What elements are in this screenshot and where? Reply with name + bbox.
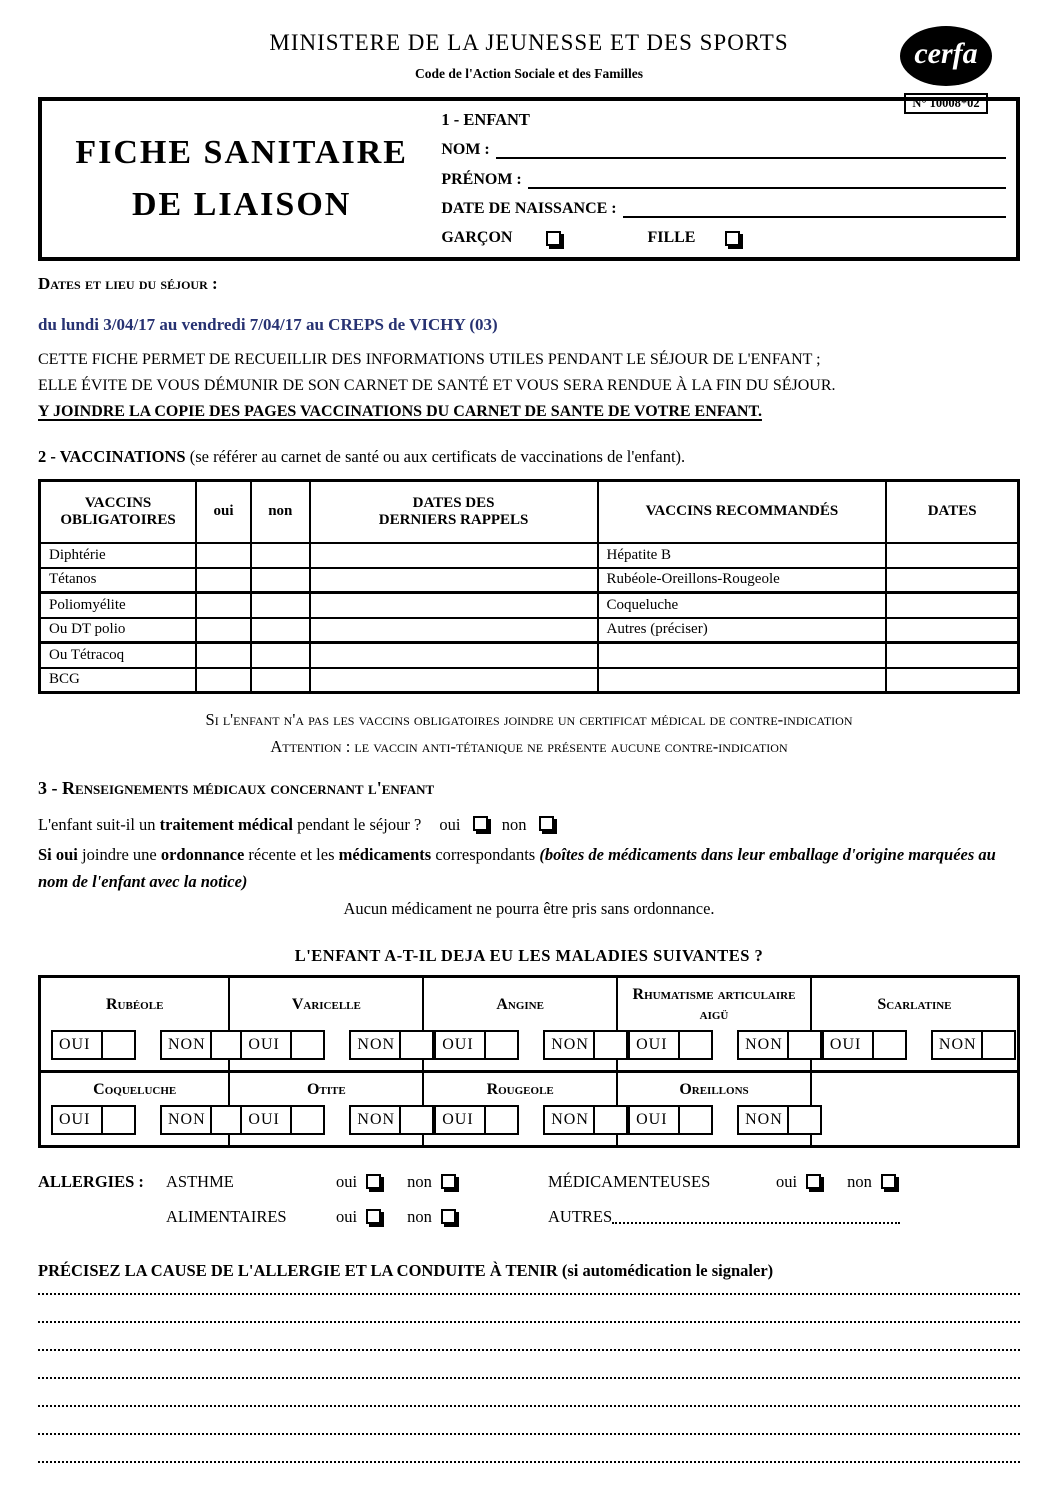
oui-cell[interactable]: [196, 643, 251, 668]
footnote-certificat: Si l'enfant n'a pas les vaccins obligatoires joindre un certificat médical de contre-indication: [205, 710, 853, 729]
form-main-title: [42, 101, 441, 257]
ministry-title: MINISTERE DE LA JEUNESSE ET DES SPORTS: [269, 30, 789, 55]
prenom-input-line[interactable]: [528, 173, 1006, 189]
non-field: NON: [737, 1030, 822, 1060]
prenom-label: PRÉNOM :: [441, 170, 522, 188]
rappel-date-cell[interactable]: [310, 543, 598, 568]
birthdate-label: DATE DE NAISSANCE :: [441, 199, 617, 217]
sejour-section-label: Dates et lieu du séjour :: [38, 274, 218, 293]
form-title-line2: DE LIAISON: [131, 186, 352, 223]
allergies-label: ALLERGIES :: [38, 1171, 144, 1191]
non-checkbox-cell[interactable]: [789, 1032, 820, 1058]
vaccin-name: Poliomyélite: [40, 593, 197, 618]
treatment-non-checkbox[interactable]: [539, 816, 554, 831]
maladie-cell-angine: [423, 977, 617, 1072]
date-cell[interactable]: [886, 618, 1018, 643]
treatment-oui-label: oui: [439, 815, 461, 834]
oui-field: OUI: [51, 1030, 136, 1060]
maladie-label: Oreillons: [679, 1081, 749, 1098]
form-title-line1: FICHE SANITAIRE: [75, 134, 408, 171]
no-medication-line: Aucun médicament ne pourra être pris sans ordonnance.: [343, 899, 715, 918]
vaccin-name: Ou Tétracoq: [40, 643, 197, 668]
section1-title: 1 - ENFANT: [441, 110, 530, 129]
non-cell[interactable]: [251, 593, 310, 618]
non-field: NON: [160, 1030, 245, 1060]
allergy-row-1: [38, 1164, 1020, 1199]
vaccin-name: Tétanos: [40, 568, 197, 593]
non-checkbox-cell[interactable]: [983, 1032, 1014, 1058]
maladies-row-1: [40, 977, 1019, 1072]
footnote-attention: Attention : le vaccin anti-tétanique ne présente aucune contre-indication: [270, 737, 788, 756]
vaccination-footnotes: [38, 706, 1020, 760]
non-checkbox-cell[interactable]: [401, 1107, 432, 1133]
non-field: NON: [349, 1030, 434, 1060]
non-checkbox-cell[interactable]: [789, 1107, 820, 1133]
medical-section-title: 3 - Renseignements médicaux concernant l'enfant: [38, 778, 435, 798]
asthme-non-checkbox[interactable]: [441, 1174, 456, 1189]
birthdate-input-line[interactable]: [623, 202, 1006, 218]
oui-cell[interactable]: [196, 543, 251, 568]
form-number-badge: N° 10008*02: [904, 93, 987, 114]
asthme-oui-checkbox[interactable]: [366, 1174, 381, 1189]
col-header-non: non: [251, 481, 310, 543]
vaccin-name: BCG: [40, 668, 197, 693]
maladie-cell-rougeole: [423, 1072, 617, 1147]
maladie-cell-coqueluche: [40, 1072, 230, 1147]
allergy-cause-line[interactable]: [38, 1281, 1020, 1295]
allergy-cause-line[interactable]: [38, 1323, 1020, 1351]
col-header-recommandes: VACCINS RECOMMANDÉS: [598, 481, 887, 543]
vaccin-recommande: Autres (préciser): [598, 618, 887, 643]
ordonnance-note: Si oui joindre une ordonnance récente et les médicaments correspondants (boîtes de médicaments dans leur emballage d'origine marquées au nom de l'enfant avec la notice) Aucun médicament ne pourra être pris sans ordonnance.: [38, 841, 1020, 922]
vaccinations-header-row: [40, 481, 1019, 543]
col-header-vaccins-obligatoires: VACCINS OBLIGATOIRES: [40, 481, 197, 543]
allergy-cause-line[interactable]: [38, 1295, 1020, 1323]
oui-checkbox-cell[interactable]: [680, 1107, 711, 1133]
oui-cell[interactable]: [196, 568, 251, 593]
oui-cell[interactable]: [196, 593, 251, 618]
allergy-row-2: [38, 1199, 1020, 1234]
maladie-cell-rhumatisme: [617, 977, 811, 1072]
asthme-oui-label: oui: [336, 1171, 358, 1191]
maladie-label: Scarlatine: [877, 996, 952, 1013]
oui-checkbox-cell[interactable]: [680, 1032, 711, 1058]
vaccin-name: Ou DT polio: [40, 618, 197, 643]
col-header-rappels: DATES DES DERNIERS RAPPELS: [310, 481, 598, 543]
cerfa-block: [896, 26, 996, 114]
vaccinations-table: [38, 479, 1020, 694]
sejour-dates-value: du lundi 3/04/17 au vendredi 7/04/17 au CREPS de VICHY (03): [38, 315, 498, 334]
asthme-label: ASTHME: [166, 1171, 234, 1191]
ministry-subtitle: Code de l'Action Sociale et des Familles: [415, 66, 643, 81]
maladie-label: Otite: [306, 1081, 346, 1098]
oui-checkbox-cell[interactable]: [292, 1032, 323, 1058]
rappel-date-cell[interactable]: [310, 568, 598, 593]
table-row: [40, 568, 1019, 593]
vaccin-recommande: [598, 643, 887, 668]
oui-field: OUI: [628, 1030, 713, 1060]
maladie-cell-otite: [229, 1072, 423, 1147]
medicamenteuses-oui-checkbox[interactable]: [806, 1174, 821, 1189]
child-fields: [441, 101, 1016, 257]
autres-input-line[interactable]: [612, 1210, 900, 1224]
alimentaires-oui-checkbox[interactable]: [366, 1209, 381, 1224]
rappel-date-cell[interactable]: [310, 668, 598, 693]
non-field: NON: [931, 1030, 1016, 1060]
vaccin-recommande: Coqueluche: [598, 593, 887, 618]
sejour-info-line1: CETTE FICHE PERMET DE RECUEILLIR DES INFORMATIONS UTILES PENDANT LE SÉJOUR DE L'ENFANT ;: [38, 351, 821, 368]
non-checkbox-cell[interactable]: [212, 1107, 243, 1133]
child-identity-box: [38, 97, 1020, 261]
date-cell[interactable]: [886, 593, 1018, 618]
date-cell[interactable]: [886, 668, 1018, 693]
oui-field: OUI: [240, 1030, 325, 1060]
non-cell[interactable]: [251, 618, 310, 643]
allergy-cause-line[interactable]: [38, 1351, 1020, 1379]
maladie-cell-varicelle: [229, 977, 423, 1072]
oui-checkbox-cell[interactable]: [486, 1107, 517, 1133]
treatment-question: L'enfant suit-il un traitement médical pendant le séjour ? oui non: [38, 815, 1020, 835]
maladie-cell-empty: [811, 1072, 1019, 1147]
vaccinations-section-title: [38, 447, 1020, 467]
alimentaires-non-label: non: [407, 1206, 432, 1226]
vaccin-recommande: Hépatite B: [598, 543, 887, 568]
sejour-info-line2: ELLE ÉVITE DE VOUS DÉMUNIR DE SON CARNET DE SANTÉ ET VOUS SERA RENDUE À LA FIN DU SÉJOUR.: [38, 377, 836, 394]
vaccinations-title-note: (se référer au carnet de santé ou aux certificats de vaccinations de l'enfant).: [189, 447, 686, 466]
nom-input-line[interactable]: [496, 143, 1006, 159]
table-row: [40, 593, 1019, 618]
form-header: [38, 0, 1020, 110]
non-cell[interactable]: [251, 668, 310, 693]
maladie-label: Varicelle: [291, 996, 361, 1013]
oui-field: OUI: [240, 1105, 325, 1135]
maladie-label: Rougeole: [486, 1081, 554, 1098]
allergies-section: [38, 1164, 1020, 1234]
non-field: NON: [349, 1105, 434, 1135]
non-cell[interactable]: [251, 643, 310, 668]
oui-checkbox-cell[interactable]: [292, 1107, 323, 1133]
maladie-label: Rubéole: [106, 996, 164, 1013]
allergy-cause-line[interactable]: [38, 1407, 1020, 1435]
vaccinations-title-bold: 2 - VACCINATIONS: [38, 447, 186, 466]
medicamenteuses-non-checkbox[interactable]: [881, 1174, 896, 1189]
date-cell[interactable]: [886, 643, 1018, 668]
oui-checkbox-cell[interactable]: [103, 1107, 134, 1133]
vaccin-recommande: [598, 668, 887, 693]
rappel-date-cell[interactable]: [310, 593, 598, 618]
maladie-label: Coqueluche: [93, 1081, 177, 1098]
alimentaires-non-checkbox[interactable]: [441, 1209, 456, 1224]
allergy-cause-line[interactable]: [38, 1379, 1020, 1407]
oui-cell[interactable]: [196, 668, 251, 693]
vaccin-recommande: Rubéole-Oreillons-Rougeole: [598, 568, 887, 593]
maladie-cell-rubeole: [40, 977, 230, 1072]
maladies-question: L'ENFANT A-T-IL DEJA EU LES MALADIES SUIVANTES ?: [294, 946, 764, 965]
medicamenteuses-oui-label: oui: [776, 1171, 798, 1191]
maladies-row-2: [40, 1072, 1019, 1147]
maladies-table: [38, 975, 1020, 1148]
fille-label: FILLE: [647, 229, 696, 246]
non-checkbox-cell[interactable]: [595, 1107, 626, 1133]
rappel-date-cell[interactable]: [310, 618, 598, 643]
maladie-cell-scarlatine: [811, 977, 1019, 1072]
asthme-non-label: non: [407, 1171, 432, 1191]
non-field: NON: [543, 1105, 628, 1135]
garcon-checkbox[interactable]: [546, 231, 561, 246]
oui-cell[interactable]: [196, 618, 251, 643]
cerfa-logo: cerfa: [900, 26, 992, 86]
maladie-label: Rhumatisme articulaire aigü: [632, 986, 796, 1023]
garcon-label: GARÇON: [441, 229, 513, 246]
oui-field: OUI: [822, 1030, 907, 1060]
treatment-oui-checkbox[interactable]: [473, 816, 488, 831]
table-row: [40, 668, 1019, 693]
autres-label: AUTRES: [548, 1206, 613, 1226]
non-cell[interactable]: [251, 543, 310, 568]
non-cell[interactable]: [251, 568, 310, 593]
non-field: NON: [737, 1105, 822, 1135]
medicamenteuses-label: MÉDICAMENTEUSES: [548, 1171, 711, 1191]
oui-field: OUI: [434, 1030, 519, 1060]
alimentaires-label: ALIMENTAIRES: [166, 1206, 287, 1226]
allergy-cause-title: PRÉCISEZ LA CAUSE DE L'ALLERGIE ET LA CONDUITE À TENIR (si automédication le signaler): [38, 1261, 774, 1280]
oui-field: OUI: [51, 1105, 136, 1135]
oui-field: OUI: [628, 1105, 713, 1135]
fille-checkbox[interactable]: [725, 231, 740, 246]
nom-label: NOM :: [441, 141, 490, 159]
alimentaires-oui-label: oui: [336, 1206, 358, 1226]
maladie-cell-oreillons: [617, 1072, 811, 1147]
sejour-info-line3: Y JOINDRE LA COPIE DES PAGES VACCINATIONS DU CARNET DE SANTE DE VOTRE ENFANT.: [38, 403, 762, 420]
table-row: [40, 618, 1019, 643]
oui-checkbox-cell[interactable]: [874, 1032, 905, 1058]
rappel-date-cell[interactable]: [310, 643, 598, 668]
allergy-cause-line[interactable]: [38, 1435, 1020, 1463]
non-checkbox-cell[interactable]: [401, 1032, 432, 1058]
vaccin-name: Diphtérie: [40, 543, 197, 568]
table-row: [40, 643, 1019, 668]
date-cell[interactable]: [886, 543, 1018, 568]
maladie-label: Angine: [496, 996, 544, 1013]
oui-checkbox-cell[interactable]: [486, 1032, 517, 1058]
table-row: [40, 543, 1019, 568]
treatment-non-label: non: [501, 815, 527, 834]
col-header-dates: DATES: [886, 481, 1018, 543]
non-field: NON: [543, 1030, 628, 1060]
sejour-info: [38, 347, 1020, 425]
non-checkbox-cell[interactable]: [212, 1032, 243, 1058]
date-cell[interactable]: [886, 568, 1018, 593]
non-checkbox-cell[interactable]: [595, 1032, 626, 1058]
col-header-oui: oui: [196, 481, 251, 543]
oui-field: OUI: [434, 1105, 519, 1135]
oui-checkbox-cell[interactable]: [103, 1032, 134, 1058]
medicamenteuses-non-label: non: [847, 1171, 872, 1191]
non-field: NON: [160, 1105, 245, 1135]
